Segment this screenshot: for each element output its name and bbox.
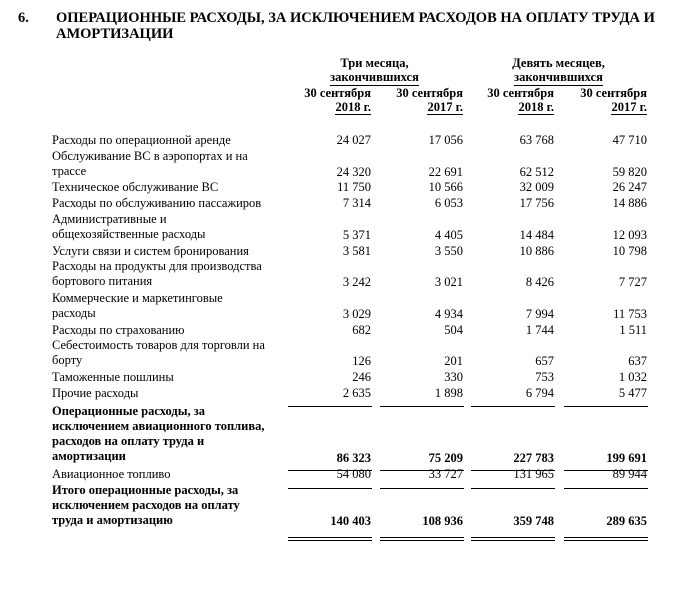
cell-value: 89 944 — [612, 466, 647, 481]
row-label — [52, 180, 284, 195]
cell-value: 199 691 — [606, 450, 647, 465]
row-label-line: Услуги связи и систем бронирования — [52, 243, 249, 258]
cell-value: 201 — [444, 354, 463, 369]
cell-value: 5 477 — [618, 385, 647, 400]
row-label-line: Прочие расходы — [52, 385, 139, 400]
row-label — [52, 483, 284, 528]
row-label — [52, 370, 284, 385]
cell-value: 86 323 — [336, 450, 371, 465]
fuel-rule — [288, 488, 372, 489]
cell-value: 7 727 — [618, 275, 647, 290]
row-label-line: Себестоимость товаров для торговли на — [52, 338, 265, 353]
table-row — [0, 483, 691, 530]
fuel-rule — [471, 488, 555, 489]
total-double-rule — [471, 537, 555, 538]
cell-value: 5 371 — [342, 227, 371, 242]
cell-value: 3 029 — [342, 306, 371, 321]
row-label — [52, 244, 284, 259]
cell-value: 10 566 — [428, 180, 463, 195]
cell-value: 6 794 — [525, 385, 554, 400]
cell-value: 62 512 — [519, 164, 554, 179]
cell-value: 637 — [628, 354, 647, 369]
cell-value: 1 032 — [618, 370, 647, 384]
total-double-rule — [380, 537, 464, 538]
cell-value: 17 756 — [519, 196, 554, 211]
cell-value: 17 056 — [428, 133, 463, 147]
row-label-line: Расходы по операционной аренде — [52, 133, 231, 147]
cell-value: 33 727 — [428, 466, 463, 481]
row-label-line: Расходы по страхованию — [52, 322, 185, 337]
cell-value: 131 965 — [513, 466, 554, 481]
total-double-rule — [288, 540, 372, 541]
section-number: 6. — [18, 10, 29, 26]
table-row — [0, 149, 691, 181]
group-label: Девять месяцев, — [512, 56, 605, 70]
subtotal-rule — [471, 406, 555, 407]
cell-value: 359 748 — [513, 514, 554, 529]
row-label — [52, 196, 284, 211]
table-row — [0, 370, 691, 386]
row-label-line: расходы — [52, 306, 96, 320]
row-label-line: Авиационное топливо — [52, 466, 171, 481]
cell-value: 11 750 — [337, 180, 371, 195]
subtotal-rule — [471, 470, 555, 471]
cell-value: 140 403 — [330, 514, 371, 529]
row-label — [52, 259, 284, 289]
column-header-3m-2018: 30 сентября 2018 г. — [304, 86, 371, 114]
fuel-rule — [564, 488, 648, 489]
row-label-line: Итого операционные расходы, за — [52, 482, 239, 497]
cell-value: 4 934 — [434, 306, 463, 321]
cell-value: 246 — [352, 370, 371, 384]
row-label-line: Таможенные пошлины — [52, 370, 174, 384]
row-label-line: труда и амортизацию — [52, 512, 173, 527]
row-label-line: бортового питания — [52, 274, 153, 289]
row-label — [52, 404, 284, 464]
cell-value: 14 886 — [612, 196, 647, 211]
row-label-line: общехозяйственные расходы — [52, 227, 206, 241]
cell-value: 3 021 — [434, 275, 463, 290]
group-label: Три месяца, — [340, 56, 409, 70]
column-group-nine-months — [466, 56, 651, 86]
subtotal-rule — [380, 470, 464, 471]
table-row — [0, 212, 691, 244]
table-row — [0, 180, 691, 196]
cell-value: 7 994 — [525, 306, 554, 321]
table-row — [0, 259, 691, 291]
table-row — [0, 386, 691, 402]
cell-value: 47 710 — [612, 133, 647, 147]
cell-value: 753 — [535, 370, 554, 384]
column-header-3m-2017: 30 сентября 2017 г. — [396, 86, 463, 114]
row-label-line: Расходы по обслуживанию пассажиров — [52, 196, 262, 211]
total-double-rule — [380, 540, 464, 541]
cell-value: 682 — [352, 322, 371, 337]
cell-value: 26 247 — [612, 180, 647, 195]
cell-value: 10 798 — [612, 243, 647, 258]
cell-value: 227 783 — [513, 450, 554, 465]
cell-value: 1 744 — [525, 322, 554, 337]
row-label-line: Расходы на продукты для производства — [52, 259, 262, 274]
table-row — [0, 323, 691, 339]
cell-value: 289 635 — [606, 514, 647, 529]
row-label-line: расходов на оплату труда и — [52, 433, 205, 448]
row-label-line: Административные и — [52, 212, 167, 226]
cell-value: 75 209 — [428, 450, 463, 465]
row-label — [52, 338, 284, 368]
group-sublabel: закончившихся — [330, 70, 419, 84]
row-label-line: Коммерческие и маркетинговые — [52, 291, 223, 305]
row-label-line: амортизации — [52, 448, 126, 463]
row-label-line: Операционные расходы, за — [52, 403, 206, 418]
cell-value: 6 053 — [434, 196, 463, 211]
cell-value: 24 027 — [336, 133, 371, 147]
subtotal-rule — [564, 406, 648, 407]
total-double-rule — [288, 537, 372, 538]
row-label — [52, 212, 284, 242]
table-row — [0, 196, 691, 212]
table-row — [0, 404, 691, 467]
subtotal-rule — [564, 470, 648, 471]
table-row — [0, 244, 691, 260]
subtotal-rule — [288, 406, 372, 407]
row-label-line: борту — [52, 353, 83, 368]
row-label — [52, 386, 284, 401]
row-label-line: исключением расходов на оплату — [52, 497, 240, 512]
table-row — [0, 338, 691, 370]
cell-value: 32 009 — [519, 180, 554, 195]
cell-value: 3 550 — [434, 243, 463, 258]
row-label — [52, 133, 284, 148]
cell-value: 3 242 — [342, 275, 371, 290]
column-header-9m-2018: 30 сентября 2018 г. — [487, 86, 554, 114]
section-title: ОПЕРАЦИОННЫЕ РАСХОДЫ, ЗА ИСКЛЮЧЕНИЕМ РАСХОДОВ НА ОПЛАТУ ТРУДА И АМОРТИЗАЦИИ — [56, 10, 655, 42]
cell-value: 108 936 — [422, 514, 463, 529]
row-label — [52, 149, 284, 179]
row-label-line: трассе — [52, 163, 87, 178]
column-header-9m-2017: 30 сентября 2017 г. — [580, 86, 647, 114]
cell-value: 59 820 — [612, 164, 647, 179]
row-label-line: Обслуживание ВС в аэропортах и на — [52, 148, 248, 163]
cell-value: 504 — [444, 322, 463, 337]
cell-value: 10 886 — [519, 243, 554, 258]
cell-value: 8 426 — [525, 275, 554, 290]
cell-value: 2 635 — [342, 385, 371, 400]
cell-value: 330 — [444, 370, 463, 384]
subtotal-rule — [288, 470, 372, 471]
cell-value: 3 581 — [342, 243, 371, 258]
cell-value: 14 484 — [519, 227, 554, 242]
cell-value: 12 093 — [612, 227, 647, 242]
table-row — [0, 133, 691, 149]
cell-value: 7 314 — [342, 196, 371, 211]
row-label-line: исключением авиационного топлива, — [52, 418, 265, 433]
total-double-rule — [564, 540, 648, 541]
cell-value: 4 405 — [434, 227, 463, 242]
total-double-rule — [471, 540, 555, 541]
total-double-rule — [564, 537, 648, 538]
column-group-three-months — [282, 56, 467, 86]
cell-value: 63 768 — [519, 133, 554, 147]
table-row — [0, 291, 691, 323]
row-label — [52, 291, 284, 321]
cell-value: 1 511 — [619, 322, 647, 337]
subtotal-rule — [380, 406, 464, 407]
row-label-line: Техническое обслуживание ВС — [52, 180, 219, 195]
cell-value: 657 — [535, 354, 554, 369]
cell-value: 126 — [352, 354, 371, 369]
cell-value: 22 691 — [428, 164, 463, 179]
fuel-rule — [380, 488, 464, 489]
cell-value: 54 080 — [336, 466, 371, 481]
cell-value: 1 898 — [434, 385, 463, 400]
cell-value: 24 320 — [336, 164, 371, 179]
row-label — [52, 323, 284, 338]
group-sublabel: закончившихся — [514, 70, 603, 84]
row-label — [52, 467, 284, 482]
cell-value: 11 753 — [613, 306, 647, 321]
